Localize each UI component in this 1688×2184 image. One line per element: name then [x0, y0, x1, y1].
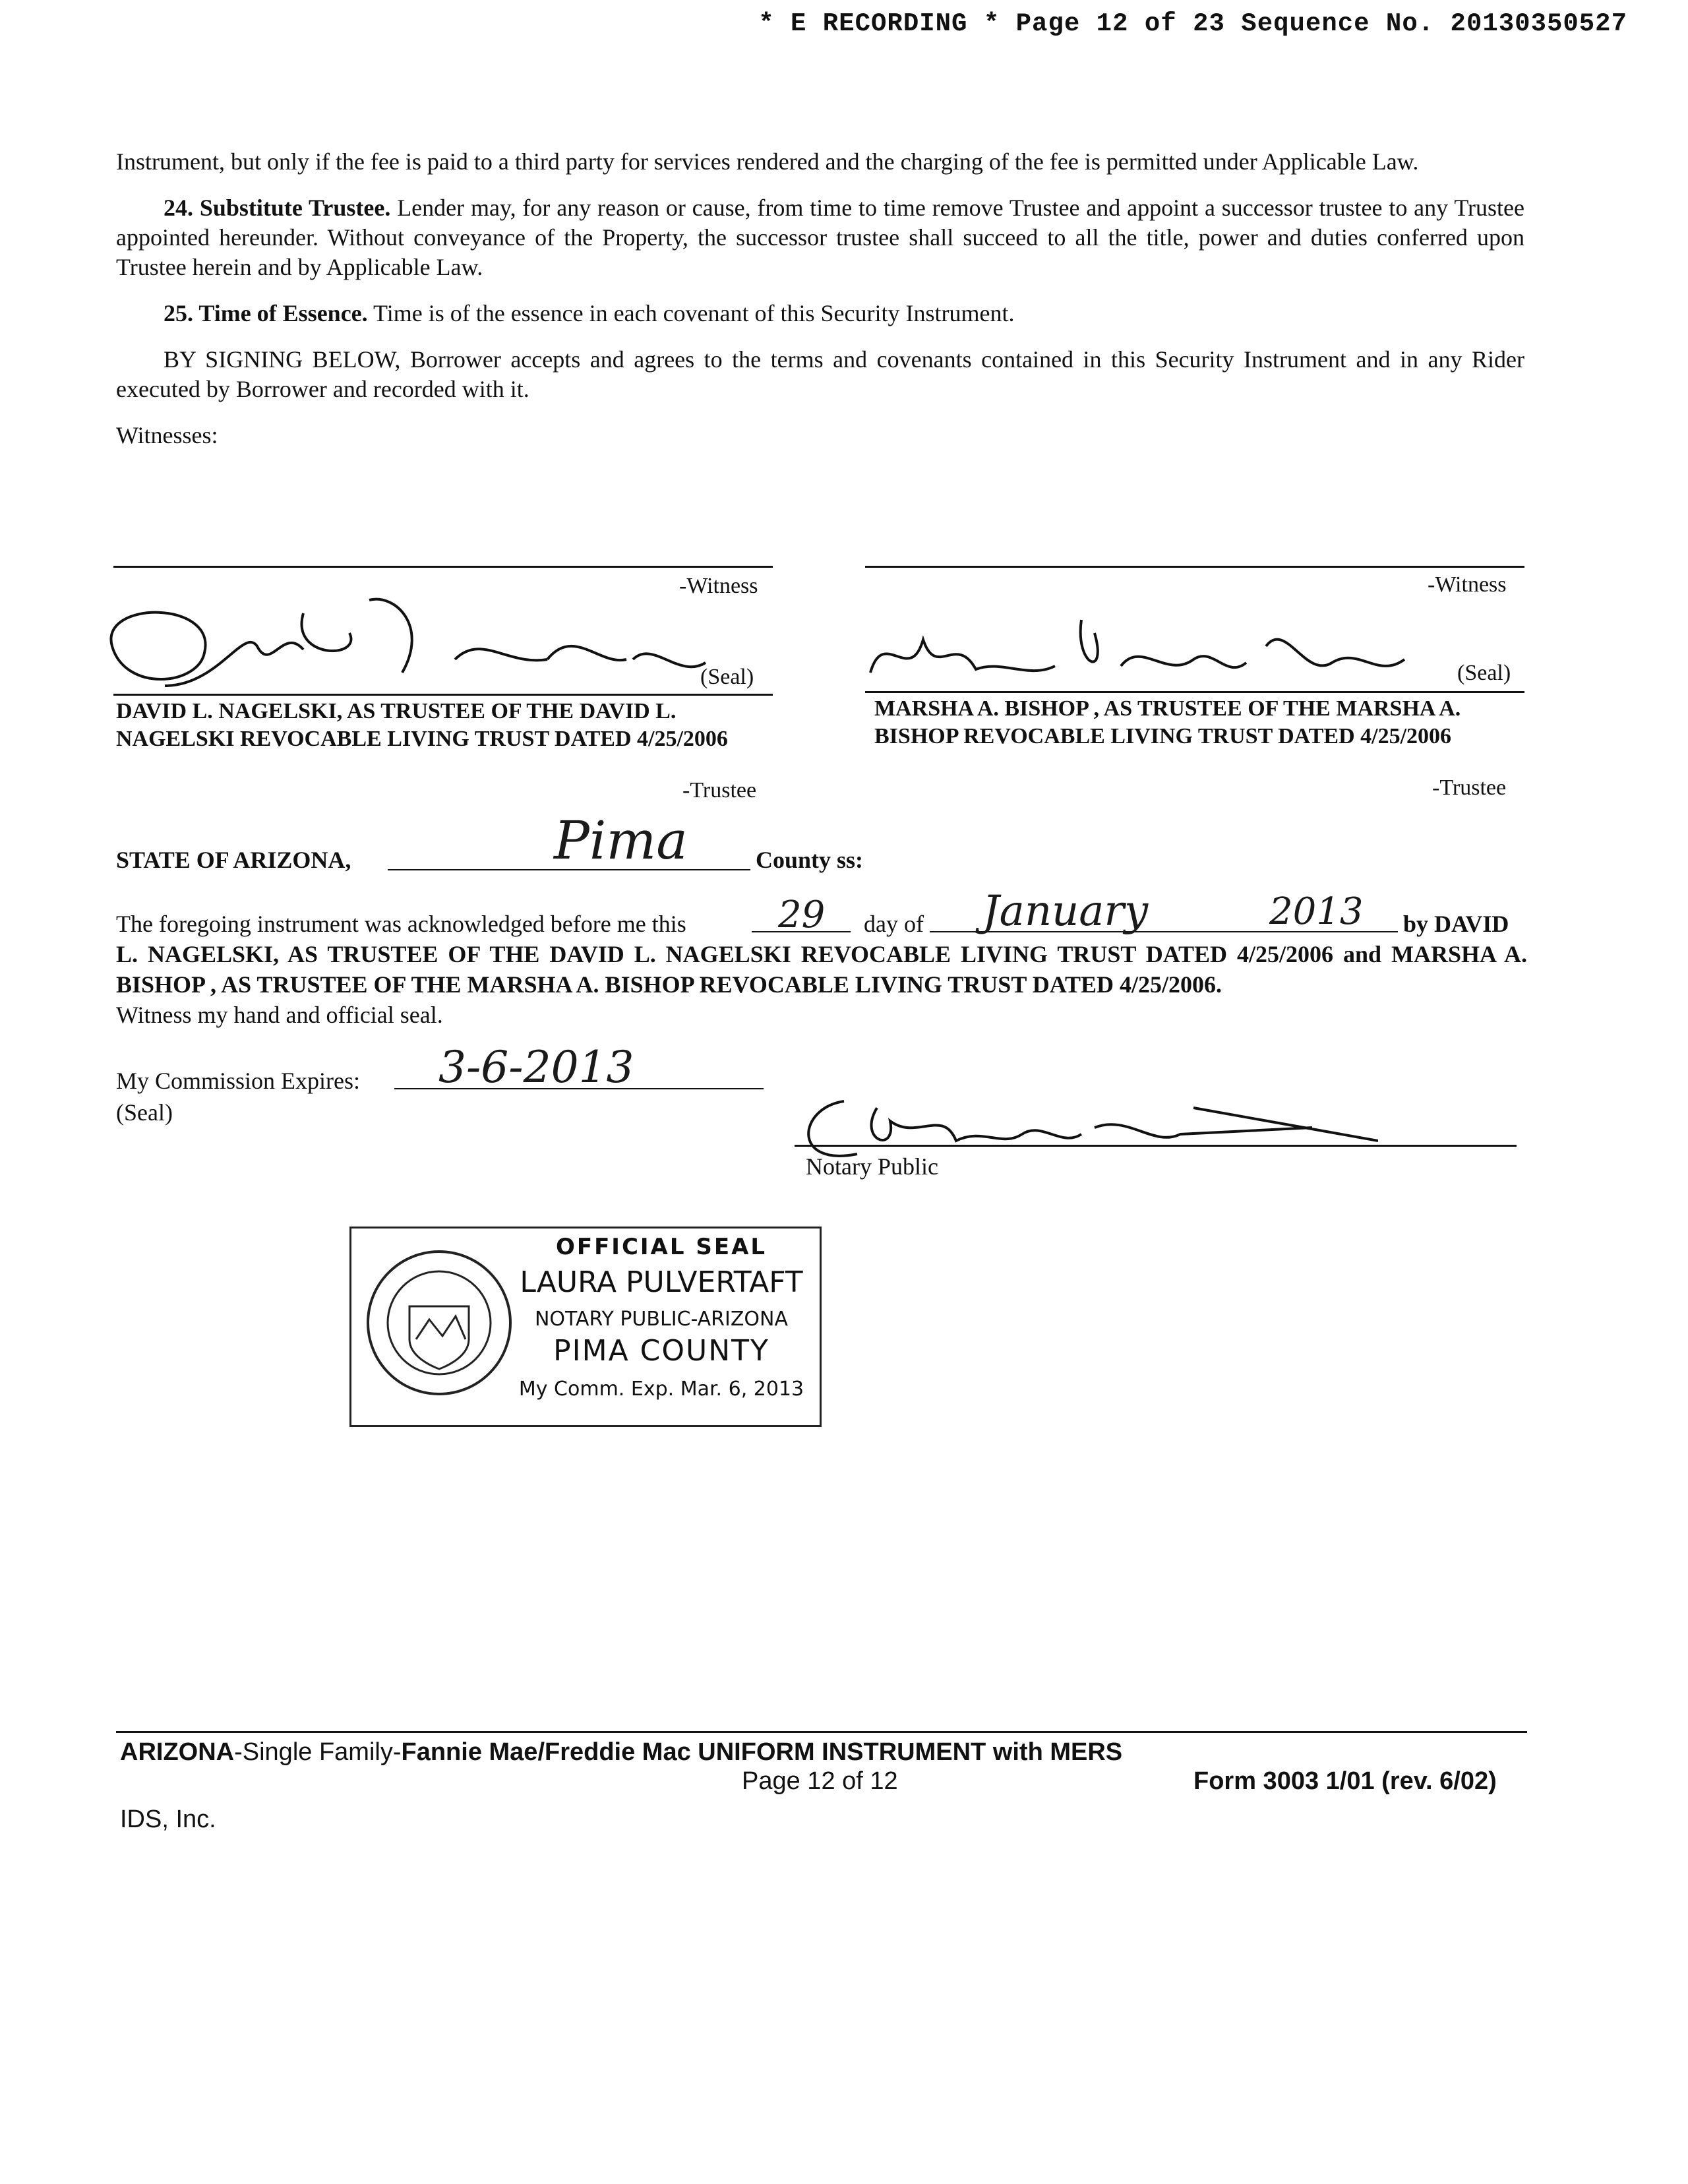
commission-handwritten: 3-6-2013: [438, 1042, 634, 1093]
right-signer-name: MARSHA A. BISHOP , AS TRUSTEE OF THE MARSHA A. BISHOP REVOCABLE LIVING TRUST DATED 4/25/2006: [874, 696, 1461, 748]
stamp-line-2: PIMA COUNTY: [553, 1334, 769, 1368]
section-25-title: 25. Time of Essence.: [164, 300, 368, 326]
right-witness-label: -Witness: [1428, 572, 1507, 597]
month-handwritten: January: [982, 887, 1149, 936]
county-label: County ss:: [756, 847, 864, 873]
witness-hand-line: Witness my hand and official seal.: [116, 1002, 443, 1028]
left-witness-label: -Witness: [679, 574, 758, 598]
right-signature-line: [865, 691, 1524, 693]
notary-public-label: Notary Public: [806, 1153, 938, 1180]
commission-label: My Commission Expires:: [116, 1068, 361, 1094]
left-signature-line: [113, 694, 773, 696]
right-signature: [857, 607, 1470, 692]
section-24-text: Lender may, for any reason or cause, from time to time remove Trustee and appoint a successor trustee to any Trustee appointed hereunder. Without conveyance of the Property, the successor trustee shall succeed to all the title, power and duties conferred upon Trustee herein and by Applicable Law.: [116, 195, 1525, 280]
footer-state: ARIZONA: [120, 1738, 235, 1766]
left-signer-name: DAVID L. NAGELSKI, AS TRUSTEE OF THE DAVID L. NAGELSKI REVOCABLE LIVING TRUST DATED 4/25/2006: [116, 699, 728, 751]
ack-parties: L. NAGELSKI, AS TRUSTEE OF THE DAVID L. NAGELSKI REVOCABLE LIVING TRUST DATED 4/25/2006 and MARSHA A. BISHOP , AS TRUSTEE OF THE MARSHA A. BISHOP REVOCABLE LIVING TRUST DATED 4/25/2006.: [116, 941, 1527, 998]
footer-form-title: [120, 1738, 1122, 1767]
official-seal-stamp: [349, 1227, 822, 1427]
notary-seal-label: (Seal): [116, 1099, 173, 1126]
stamp-notary-name: LAURA PULVERTAFT: [520, 1265, 803, 1299]
footer-form-bold: Fannie Mae/Freddie Mac UNIFORM INSTRUMENT with MERS: [401, 1738, 1123, 1766]
footer-form-middle: -Single Family-: [234, 1738, 402, 1766]
ack-prefix: The foregoing instrument was acknowledged before me this: [116, 911, 686, 937]
right-witness-line: [865, 566, 1524, 568]
stamp-line-3: My Comm. Exp. Mar. 6, 2013: [518, 1378, 804, 1401]
continuation-paragraph: Instrument, but only if the fee is paid to a third party for services rendered and the charging of the fee is permitted under Applicable Law.: [116, 148, 1419, 175]
section-24: [116, 193, 1524, 282]
state-seal-icon: [363, 1247, 515, 1399]
footer-form-number: Form 3003 1/01 (rev. 6/02): [1193, 1767, 1497, 1795]
footer-rule: [116, 1731, 1527, 1733]
footer-vendor: IDS, Inc.: [120, 1805, 216, 1833]
left-witness-line: [113, 566, 773, 568]
day-of-label: day of: [864, 911, 924, 937]
recording-header: * E RECORDING * Page 12 of 23 Sequence No. 20130350527: [758, 9, 1627, 38]
section-24-title: 24. Substitute Trustee.: [164, 195, 391, 221]
section-25: [116, 299, 1524, 328]
witnesses-label: Witnesses:: [116, 422, 218, 448]
section-25-text: Time is of the essence in each covenant of this Security Instrument.: [367, 300, 1015, 326]
year-handwritten: 2013: [1269, 890, 1364, 933]
county-handwritten: Pima: [554, 810, 688, 871]
notary-signature-line: [795, 1145, 1517, 1147]
left-signature: [86, 587, 778, 706]
document-body: [116, 147, 1524, 467]
right-trustee-label: -Trustee: [1432, 775, 1507, 800]
state-label: STATE OF ARIZONA,: [116, 847, 351, 873]
left-trustee-label: -Trustee: [682, 778, 757, 803]
signing-paragraph: BY SIGNING BELOW, Borrower accepts and agrees to the terms and covenants contained in this Security Instrument and in any Rider executed by Borrower and recorded with it.: [116, 346, 1524, 402]
left-seal-label: (Seal): [700, 665, 754, 689]
right-seal-label: (Seal): [1457, 661, 1511, 685]
footer-page: Page 12 of 12: [742, 1767, 898, 1795]
by-label: by DAVID: [1403, 911, 1509, 937]
day-handwritten: 29: [778, 894, 826, 936]
stamp-line-1: NOTARY PUBLIC-ARIZONA: [534, 1308, 788, 1331]
stamp-title: OFFICIAL SEAL: [555, 1234, 768, 1260]
